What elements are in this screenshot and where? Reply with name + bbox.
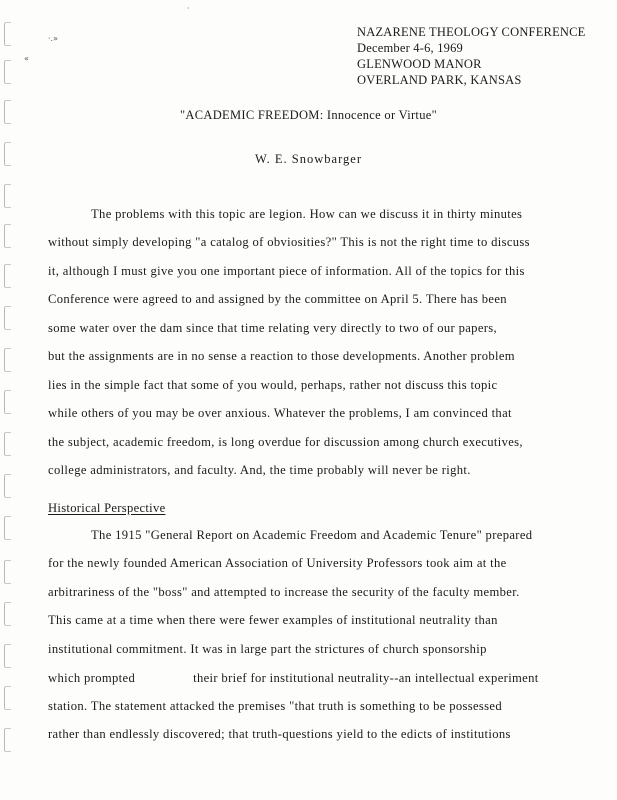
binding-mark bbox=[4, 686, 11, 710]
binding-mark bbox=[4, 264, 11, 288]
binding-mark bbox=[4, 516, 11, 540]
paper-author: W. E. Snowbarger bbox=[255, 152, 362, 166]
binding-mark bbox=[4, 306, 11, 330]
text-line: it, although I must give you one important piece of information. All of the topics for this bbox=[48, 264, 525, 278]
text-line: while others of you may be over anxious. Whatever the problems, I am convinced that bbox=[48, 406, 512, 420]
scan-speck: · bbox=[187, 4, 190, 13]
text-line: This came at a time when there were fewer examples of institutional neutrality than bbox=[48, 613, 498, 627]
text-line: for the newly founded American Association of University Professors took aim at the bbox=[48, 556, 507, 570]
text-line: the subject, academic freedom, is long overdue for discussion among church executives, bbox=[48, 435, 523, 449]
text-line: some water over the dam since that time relating very directly to two of our papers, bbox=[48, 321, 498, 335]
text-line: rather than endlessly discovered; that truth-questions yield to the edicts of institutions bbox=[48, 727, 511, 741]
text-line: Conference were agreed to and assigned by the committee on April 5. There has been bbox=[48, 292, 507, 306]
binding-mark bbox=[4, 602, 11, 626]
binding-mark bbox=[4, 474, 11, 498]
text-line: arbitrariness of the "boss" and attempted to increase the security of the faculty member. bbox=[48, 585, 520, 599]
text-line: station. The statement attacked the premises "that truth is something to be possessed bbox=[48, 699, 503, 713]
binding-mark bbox=[4, 348, 11, 372]
scan-speck: ·.» bbox=[48, 34, 58, 43]
binding-mark bbox=[4, 390, 11, 414]
binding-mark bbox=[4, 560, 11, 584]
conference-location: OVERLAND PARK, KANSAS bbox=[357, 73, 522, 87]
text-line: without simply developing "a catalog of obviosities?" This is not the right time to discuss bbox=[48, 235, 530, 249]
scan-speck: « bbox=[24, 54, 29, 63]
text-fragment: their brief for institutional neutrality--an intellectual experiment bbox=[193, 671, 539, 685]
binding-mark bbox=[4, 728, 11, 752]
binding-mark bbox=[4, 432, 11, 456]
section-heading: Historical Perspective bbox=[48, 501, 166, 515]
binding-mark bbox=[4, 184, 11, 208]
text-line: institutional commitment. It was in large part the strictures of church sponsorship bbox=[48, 642, 487, 656]
binding-mark bbox=[4, 224, 11, 248]
paper-title: "ACADEMIC FREEDOM: Innocence or Virtue" bbox=[180, 108, 437, 122]
text-line: The 1915 "General Report on Academic Freedom and Academic Tenure" prepared bbox=[91, 528, 533, 542]
conference-venue: GLENWOOD MANOR bbox=[357, 57, 482, 71]
text-line: but the assignments are in no sense a reaction to those developments. Another problem bbox=[48, 349, 515, 363]
binding-mark bbox=[4, 60, 11, 84]
text-fragment: which prompted bbox=[48, 671, 136, 685]
binding-mark bbox=[4, 644, 11, 668]
text-line: The problems with this topic are legion. How can we discuss it in thirty minutes bbox=[91, 207, 523, 221]
binding-mark bbox=[4, 22, 11, 46]
text-line bbox=[48, 671, 539, 686]
text-line: lies in the simple fact that some of you would, perhaps, rather not discuss this topic bbox=[48, 378, 498, 392]
text-line: college administrators, and faculty. And, the time probably will never be right. bbox=[48, 463, 471, 477]
conference-dates: December 4-6, 1969 bbox=[357, 41, 463, 55]
conference-header bbox=[357, 24, 586, 88]
conference-name: NAZARENE THEOLOGY CONFERENCE bbox=[357, 25, 586, 39]
